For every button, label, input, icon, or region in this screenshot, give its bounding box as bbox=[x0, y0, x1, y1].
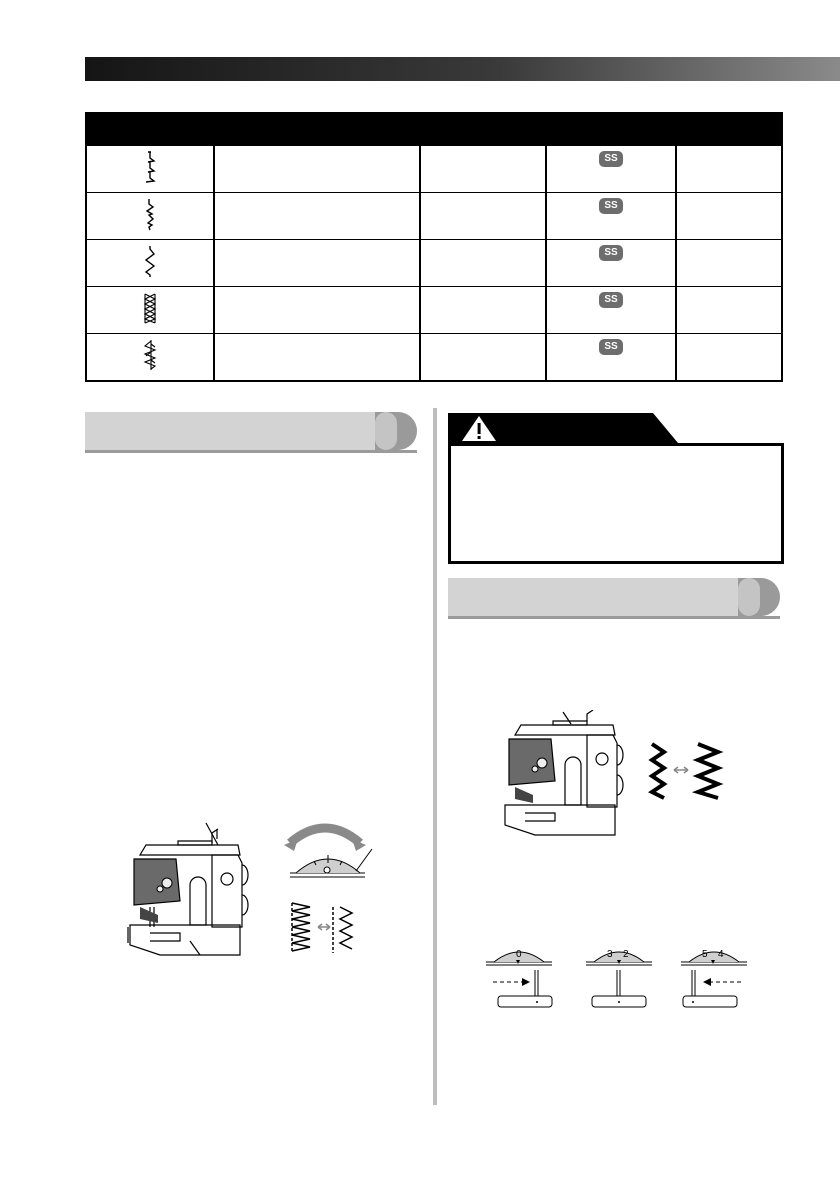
zigzag-stitch-icon bbox=[140, 244, 160, 278]
ss-badge: SS bbox=[599, 245, 623, 261]
stitch-symbol-cell bbox=[86, 334, 214, 382]
ss-badge: SS bbox=[599, 292, 623, 308]
table-header-cell bbox=[546, 113, 676, 145]
table-cell bbox=[676, 334, 782, 382]
table-cell bbox=[214, 334, 420, 382]
needle-position-icon bbox=[580, 938, 660, 1013]
dial-number: 5 bbox=[702, 949, 708, 960]
dial-number: 4 bbox=[718, 949, 724, 960]
table-cell bbox=[546, 334, 676, 382]
cross-stitch-icon bbox=[140, 291, 160, 325]
ss-badge: SS bbox=[599, 198, 623, 214]
table-cell bbox=[420, 240, 546, 287]
table-cell bbox=[676, 145, 782, 193]
section-tab-cap bbox=[738, 578, 780, 616]
table-cell bbox=[214, 145, 420, 193]
stitch-width-dial-icon bbox=[280, 815, 380, 965]
stitch-table bbox=[85, 112, 783, 382]
table-cell bbox=[676, 240, 782, 287]
table-row bbox=[86, 193, 782, 240]
stitch-symbol-cell bbox=[86, 193, 214, 240]
table-row bbox=[86, 334, 782, 382]
table-header-cell bbox=[420, 113, 546, 145]
dial-number: 2 bbox=[623, 949, 629, 960]
table-header-cell bbox=[676, 113, 782, 145]
table-cell bbox=[546, 145, 676, 193]
table-cell bbox=[420, 334, 546, 382]
section-header-right bbox=[448, 578, 780, 616]
sewing-machine-icon bbox=[495, 710, 635, 845]
table-cell bbox=[214, 240, 420, 287]
zigzag-width-comparison-icon bbox=[646, 738, 726, 804]
blind-stitch-icon bbox=[140, 150, 160, 184]
table-cell bbox=[214, 287, 420, 334]
ss-badge: SS bbox=[599, 151, 623, 167]
warning-header bbox=[448, 413, 678, 443]
section-header-left bbox=[85, 412, 417, 450]
table-cell bbox=[546, 287, 676, 334]
table-cell bbox=[546, 240, 676, 287]
table-cell bbox=[214, 193, 420, 240]
dial-number: 0 bbox=[516, 949, 522, 960]
stitch-symbol-cell bbox=[86, 240, 214, 287]
overlock-stitch-icon bbox=[140, 338, 160, 372]
table-row bbox=[86, 145, 782, 193]
dial-number: 3 bbox=[607, 949, 613, 960]
section-rule-right bbox=[448, 616, 780, 619]
section-tab-cap bbox=[375, 412, 417, 450]
section-rule-left bbox=[85, 450, 417, 453]
table-cell bbox=[420, 145, 546, 193]
needle-position-icon bbox=[675, 938, 755, 1013]
table-cell bbox=[546, 193, 676, 240]
ss-badge: SS bbox=[599, 339, 623, 355]
table-cell bbox=[676, 193, 782, 240]
needle-position-icon bbox=[480, 938, 560, 1013]
warning-box bbox=[448, 443, 784, 564]
table-cell bbox=[676, 287, 782, 334]
table-row bbox=[86, 240, 782, 287]
table-cell bbox=[420, 287, 546, 334]
table-cell bbox=[420, 193, 546, 240]
sewing-machine-icon bbox=[120, 815, 260, 965]
table-header-cell bbox=[86, 113, 214, 145]
elastic-blind-stitch-icon bbox=[140, 197, 160, 231]
stitch-symbol-cell bbox=[86, 145, 214, 193]
stitch-symbol-cell bbox=[86, 287, 214, 334]
table-header-cell bbox=[214, 113, 420, 145]
table-header-row bbox=[86, 113, 782, 145]
column-divider bbox=[433, 408, 437, 1105]
table-row bbox=[86, 287, 782, 334]
header-bar bbox=[85, 57, 840, 81]
